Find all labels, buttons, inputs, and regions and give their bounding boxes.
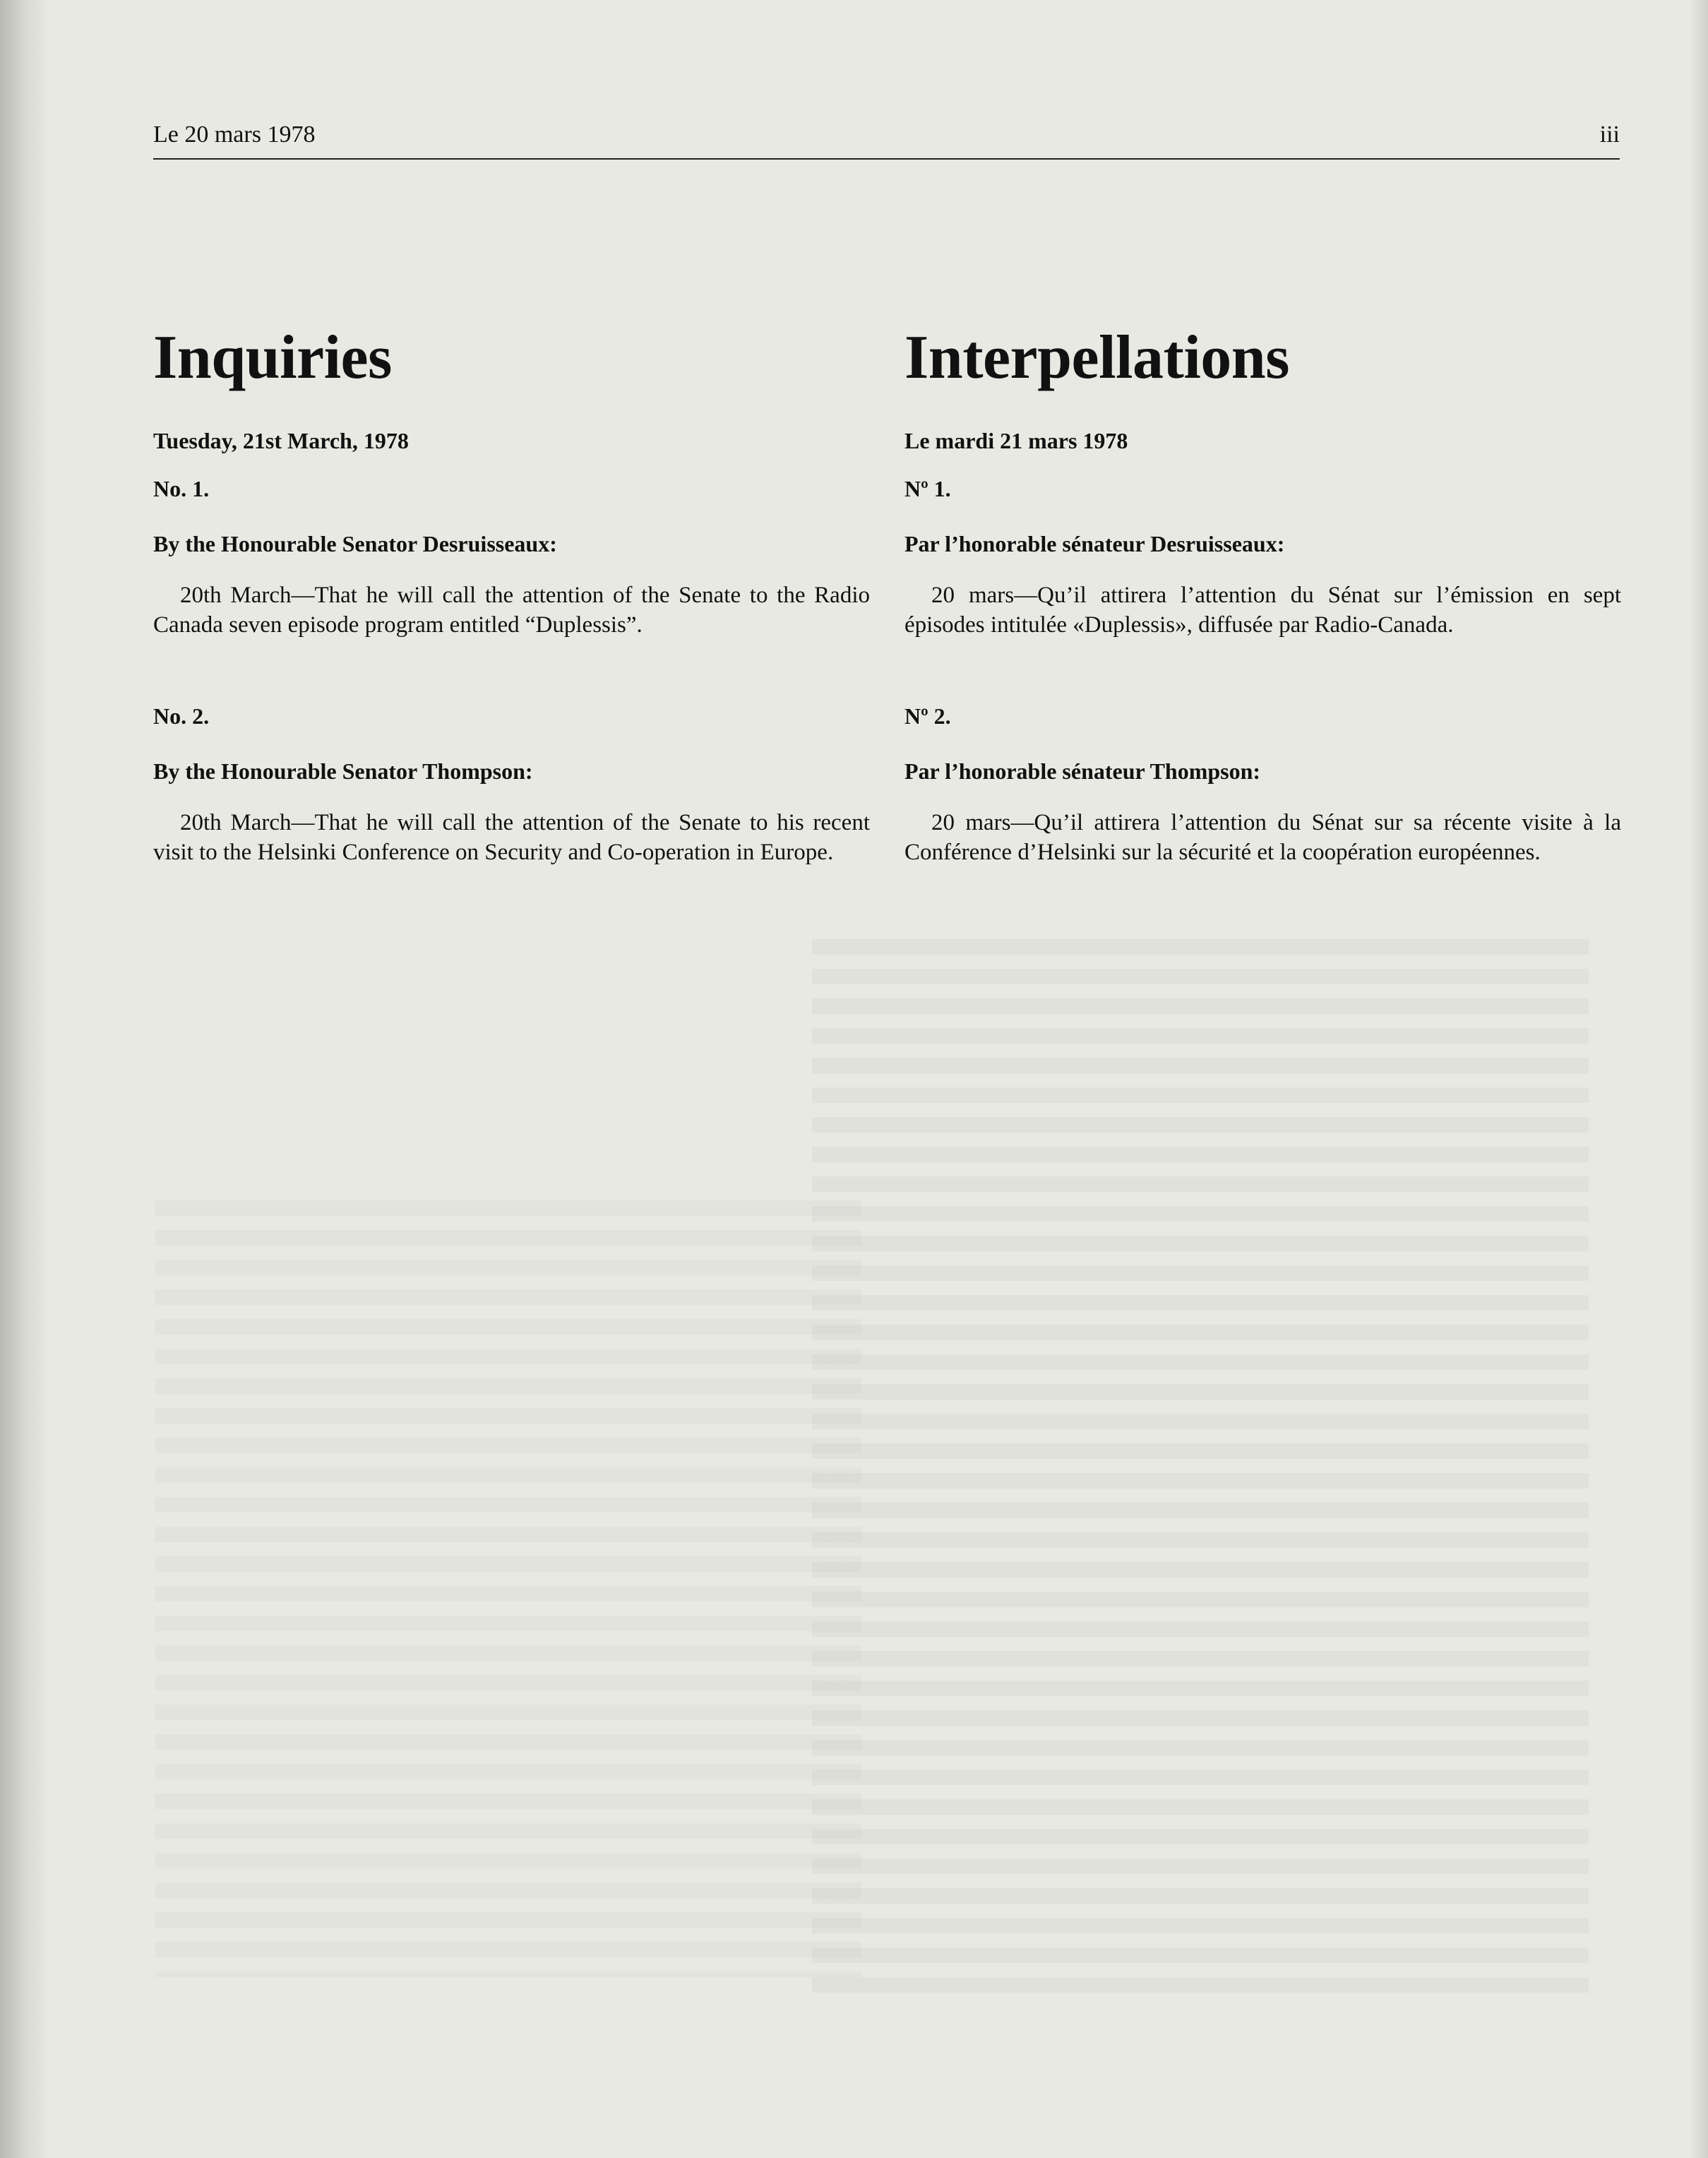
english-column xyxy=(153,319,870,867)
running-head xyxy=(153,119,1620,160)
item-number: No. 2. xyxy=(153,703,210,729)
header-date: Le 20 mars 1978 xyxy=(153,121,316,148)
interpellation-item-1 xyxy=(904,473,1621,701)
item-number: No. 1. xyxy=(153,476,210,501)
bleed-through-block-left xyxy=(155,1200,861,1977)
bleed-through-block xyxy=(812,939,1589,1998)
item-number: Nº 1. xyxy=(904,476,951,501)
senator-name: By the Honourable Senator Thompson: xyxy=(153,758,533,784)
interpellation-text: 20 mars—Qu’il attirera l’attention du Sénat sur sa récente visite à la Conférence d’Helsinki sur la sécurité et la coopération européennes. xyxy=(904,810,1621,865)
french-column xyxy=(904,319,1621,867)
inquiry-text: 20th March—That he will call the attention of the Senate to his recent visit to the Helsinki Conference on Security and Co-operation in Europe. xyxy=(153,810,870,865)
sitting-date-english: Tuesday, 21st March, 1978 xyxy=(153,428,409,453)
inquiry-item-1 xyxy=(153,473,870,701)
senator-name: By the Honourable Senator Desruisseaux: xyxy=(153,531,557,556)
inquiry-item-2 xyxy=(153,701,870,867)
page-number: iii xyxy=(1599,121,1620,148)
senator-name: Par l’honorable sénateur Desruisseaux: xyxy=(904,531,1285,556)
sitting-date-french: Le mardi 21 mars 1978 xyxy=(904,428,1128,453)
item-number: Nº 2. xyxy=(904,703,951,729)
senator-name: Par l’honorable sénateur Thompson: xyxy=(904,758,1261,784)
section-title-french: Interpellations xyxy=(904,323,1289,392)
page-edge-shadow xyxy=(1690,0,1708,2158)
page-binding-shadow xyxy=(0,0,49,2158)
interpellation-item-2 xyxy=(904,701,1621,867)
section-title-english: Inquiries xyxy=(153,323,392,392)
interpellation-text: 20 mars—Qu’il attirera l’attention du Sénat sur l’émission en sept épisodes intitulée «Duplessis», diffusée par Radio-Canada. xyxy=(904,583,1621,638)
inquiry-text: 20th March—That he will call the attention of the Senate to the Radio Canada seven episode program entitled “Duplessis”. xyxy=(153,583,870,638)
